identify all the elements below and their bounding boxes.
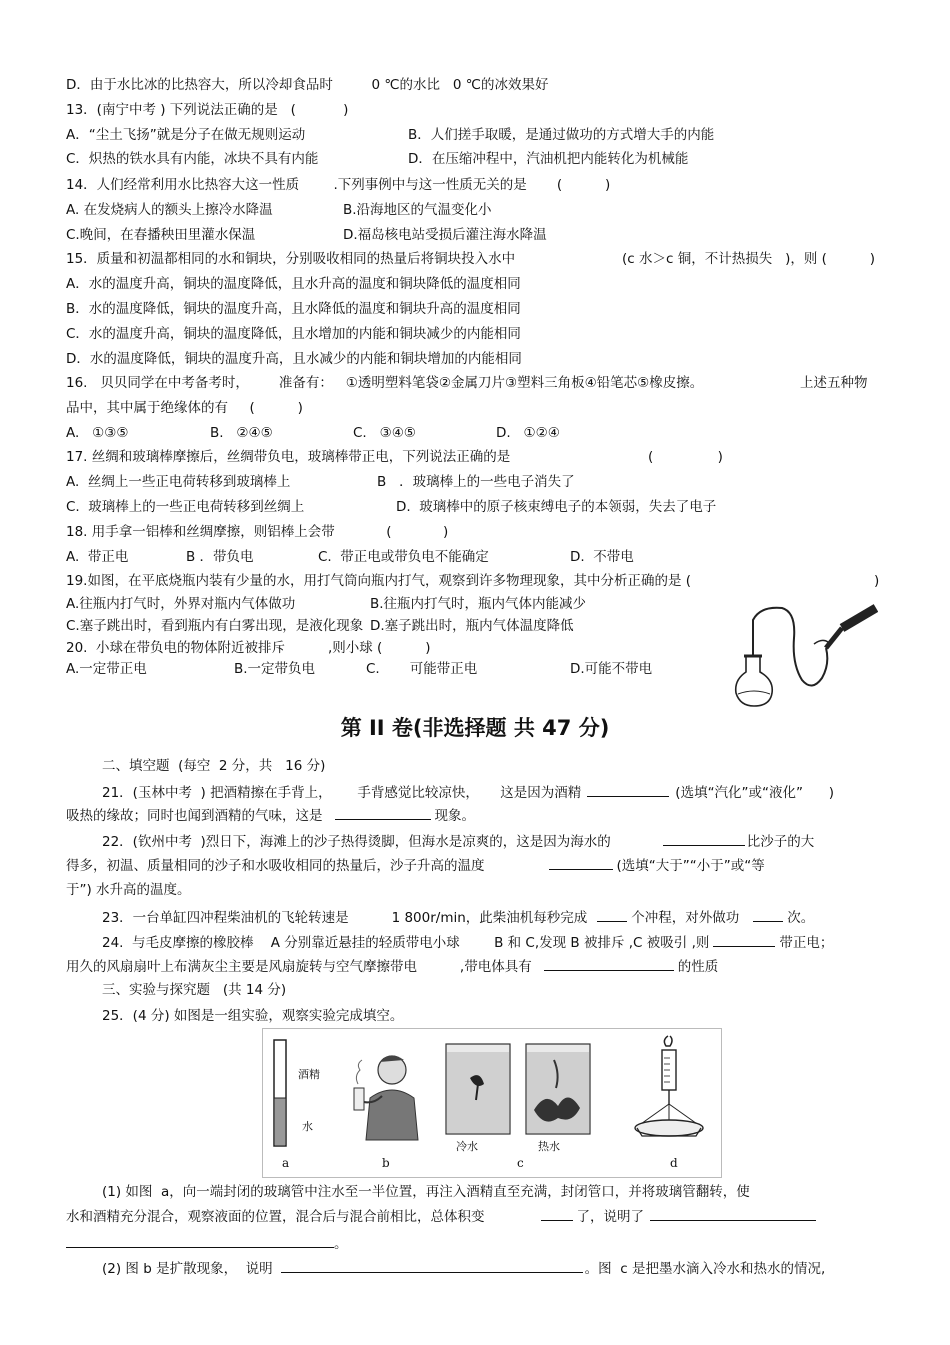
q25-mid: 了，说明了 [576, 1209, 644, 1225]
q24-line1 [102, 933, 833, 952]
q19-option-d: D.塞子跳出时，瓶内气体温度降低 [370, 618, 574, 634]
beaker-cold-water [440, 1040, 516, 1138]
q17-option-a: A. 丝绸上一些正电荷转移到玻璃棒上 [66, 474, 291, 490]
q15-stem: 15．质量和初温都相同的水和铜块，分别吸收相同的热量后将铜块投入水中 [66, 251, 516, 267]
q19-option-c: C.塞子跳出时，看到瓶内有白雾出现，是液化现象 [66, 618, 364, 634]
flask-pump-figure [730, 598, 878, 708]
q14-option-d: D.福岛核电站受损后灌注海水降温 [343, 227, 547, 243]
q20-option-d: D.可能不带电 [570, 661, 653, 677]
caption-a: a [282, 1156, 290, 1170]
q15-option-a: A．水的温度升高，铜块的温度降低，且水升高的温度和铜块降低的温度相同 [66, 276, 521, 292]
q25-blank-3[interactable] [66, 1234, 334, 1248]
q15-option-b: B．水的温度降低，铜块的温度升高，且水降低的温度和铜块升高的温度相同 [66, 301, 521, 317]
q16-option-c: C. ③④⑤ [353, 425, 416, 441]
q14-option-c: C.晚间，在春播秧田里灌水保温 [66, 227, 256, 243]
q22-line2 [66, 856, 765, 875]
q23-mid: 个冲程，对外做功 [631, 910, 740, 926]
q25-part2-line1 [102, 1259, 825, 1278]
q25-part1-line2 [66, 1207, 816, 1226]
q17-option-b: B ．玻璃棒上的一些电子消失了 [377, 474, 575, 490]
q22-text-2: 得多，初温、质量相同的沙子和水吸收相同的热量后，沙子升高的温度 [66, 858, 485, 874]
glass-tube-figure [270, 1036, 320, 1152]
q18-option-c: C. 带正电或带负电不能确定 [318, 549, 489, 565]
q13-option-c: C．炽热的铁水具有内能，冰块不具有内能 [66, 151, 319, 167]
q20-stem: 20. 小球在带负电的物体附近被排斥 ,则小球 ( ) [66, 640, 431, 656]
q21-tail: 现象。 [434, 808, 475, 824]
caption-d: d [670, 1156, 678, 1170]
q22-tail: 比沙子的大 [746, 834, 815, 850]
q25-blank-4[interactable] [281, 1259, 583, 1273]
q17-option-c: C. 玻璃棒上的一些正电荷转移到丝绸上 [66, 499, 305, 515]
q16-stem-line2: 品中，其中属于绝缘体的有 ( ) [66, 400, 303, 416]
q22-blank-1[interactable] [663, 832, 745, 846]
q15-option-c: C．水的温度升高，铜块的温度降低，且水增加的内能和铜块减少的内能相同 [66, 326, 521, 342]
q18-option-d: D. 不带电 [570, 549, 634, 565]
q25-part2-text: (2) 图 b 是扩散现象， 说明 [102, 1261, 273, 1277]
q18-option-a: A. 带正电 [66, 549, 129, 565]
q23-tail: 次。 [787, 910, 815, 926]
q13-option-a: A．“尘土飞扬”就是分子在做无规则运动 [66, 127, 306, 143]
q25-blank-1[interactable] [541, 1207, 573, 1221]
q15-stem-tail: (c 水＞c 铜，不计热损失 )，则 ( ) [622, 251, 876, 267]
q14-stem: 14．人们经常利用水比热容大这一性质 .下列事例中与这一性质无关的是 ( ) [66, 177, 611, 193]
q25-part1-line1: (1) 如图 a，向一端封闭的玻璃管中注水至一半位置，再注入酒精直至充满，封闭管口，并将玻璃管翻转，使 [102, 1184, 750, 1200]
q25-part2-tail: 。图 c 是把墨水滴入冷水和热水的情况, [584, 1261, 826, 1277]
q24-line2 [66, 957, 718, 976]
q22-blank-2[interactable] [549, 856, 613, 870]
q22-hint: (选填“大于”“小于”或“等 [616, 858, 765, 874]
q23-blank-2[interactable] [753, 908, 783, 922]
label-hot-water: 热水 [538, 1140, 560, 1153]
q15-option-d: D．水的温度降低，铜块的温度升高，且水减少的内能和铜块增加的内能相同 [66, 351, 522, 367]
part-two-title: 第 II 卷(非选择题 共 47 分) [340, 716, 610, 740]
q19-paren-close: ) [874, 573, 880, 589]
q24-text-2: 用久的风扇扇叶上布满灰尘主要是风扇旋转与空气摩擦带电 ,带电体具有 [66, 959, 532, 975]
q23-text: 23．一台单缸四冲程柴油机的飞轮转速是 1 800r/min，此柴油机每秒完成 [102, 910, 588, 926]
q20-option-b: B.一定带负电 [234, 661, 316, 677]
q19-option-b: B.往瓶内打气时，瓶内气体内能减少 [370, 596, 587, 612]
q22-text: 22．(钦州中考 )烈日下，海滩上的沙子热得烫脚，但海水是凉爽的，这是因为海水的 [102, 834, 611, 850]
section-fill-in-heading: 二、填空题 (每空 2 分，共 16 分) [102, 758, 326, 774]
q16-option-d: D. ①②④ [496, 425, 560, 441]
q21-text: 21．(玉林中考 ) 把酒精擦在手背上， 手背感觉比较凉快， 这是因为酒精 [102, 785, 582, 801]
q17-option-d: D. 玻璃棒中的原子核束缚电子的本领弱，失去了电子 [396, 499, 717, 515]
q22-line1 [102, 832, 814, 851]
q19-stem: 19.如图，在平底烧瓶内装有少量的水，用打气筒向瓶内打气，观察到许多物理现象，其中分析正确的是 ( [66, 573, 692, 589]
q25-stem: 25．(4 分) 如图是一组实验，观察实验完成填空。 [102, 1008, 404, 1024]
q14-option-a: A. 在发烧病人的额头上擦冷水降温 [66, 202, 273, 218]
q25-blank-2[interactable] [650, 1207, 816, 1221]
q16-stem-tail: 上述五种物 [800, 375, 868, 391]
section-experiment-heading: 三、实验与探究题 (共 14 分) [102, 982, 287, 998]
q23-blank-1[interactable] [597, 908, 627, 922]
label-cold-water: 冷水 [456, 1140, 478, 1153]
q21-line1 [102, 783, 834, 802]
q23-line [102, 908, 814, 927]
q21-blank-1[interactable] [587, 783, 669, 797]
q24-tail-2: 的性质 [677, 959, 719, 975]
q17-stem: 17. 丝绸和玻璃棒摩擦后，丝绸带负电，玻璃棒带正电，下列说法正确的是 [66, 449, 511, 465]
q19-option-a: A.往瓶内打气时，外界对瓶内气体做功 [66, 596, 296, 612]
q20-option-c: C. 可能带正电 [366, 661, 478, 677]
q18-stem: 18. 用手拿一铝棒和丝绸摩擦，则铝棒上会带 ( ) [66, 524, 449, 540]
q16-option-b: B. ②④⑤ [210, 425, 273, 441]
q25-part1-line3 [66, 1234, 348, 1253]
caption-b: b [382, 1156, 390, 1170]
q14-option-b: B.沿海地区的气温变化小 [343, 202, 492, 218]
label-alcohol: 酒精 [298, 1068, 320, 1081]
q21-text-2: 吸热的缘故；同时也闻到酒精的气味，这是 [66, 808, 323, 824]
q18-option-b: B ．带负电 [186, 549, 254, 565]
q24-text: 24. 与毛皮摩擦的橡胶棒 A 分别靠近悬挂的轻质带电小球 B 和 C,发现 B 被排斥 ,C 被吸引 ,则 [102, 935, 710, 951]
q24-blank-2[interactable] [544, 957, 674, 971]
q13-stem: 13．(南宁中考 ) 下列说法正确的是 ( ) [66, 102, 349, 118]
beaker-hot-water [520, 1040, 596, 1138]
q13-option-b: B．人们搓手取暖，是通过做功的方式增大手的内能 [408, 127, 715, 143]
q13-option-d: D．在压缩冲程中，汽油机把内能转化为机械能 [408, 151, 689, 167]
caption-c: c [517, 1156, 524, 1170]
q21-blank-2[interactable] [335, 806, 431, 820]
q17-paren: ( ) [648, 449, 723, 465]
q16-option-a: A. ①③⑤ [66, 425, 129, 441]
q24-blank-1[interactable] [713, 933, 775, 947]
q16-stem: 16. 贝贝同学在中考备考时， 准备有： ①透明塑料笔袋②金属刀片③塑料三角板④铅笔芯⑤橡皮擦。 [66, 375, 704, 391]
q21-line2 [66, 806, 475, 825]
q12-option-d: D．由于水比冰的比热容大，所以冷却食品时 0 ℃的水比 0 ℃的冰效果好 [66, 77, 549, 93]
q21-hint: (选填“汽化”或“液化” ) [675, 785, 835, 801]
spring-scale-figure [628, 1032, 714, 1154]
q22-line3: 于”) 水升高的温度。 [66, 882, 191, 898]
q24-tail: 带正电； [779, 935, 834, 951]
boy-smelling-figure [340, 1048, 432, 1144]
q25-period: 。 [334, 1236, 348, 1252]
q20-option-a: A.一定带正电 [66, 661, 147, 677]
label-water: 水 [302, 1120, 313, 1133]
q25-text: 水和酒精充分混合，观察液面的位置，混合后与混合前相比，总体积变 [66, 1209, 485, 1225]
